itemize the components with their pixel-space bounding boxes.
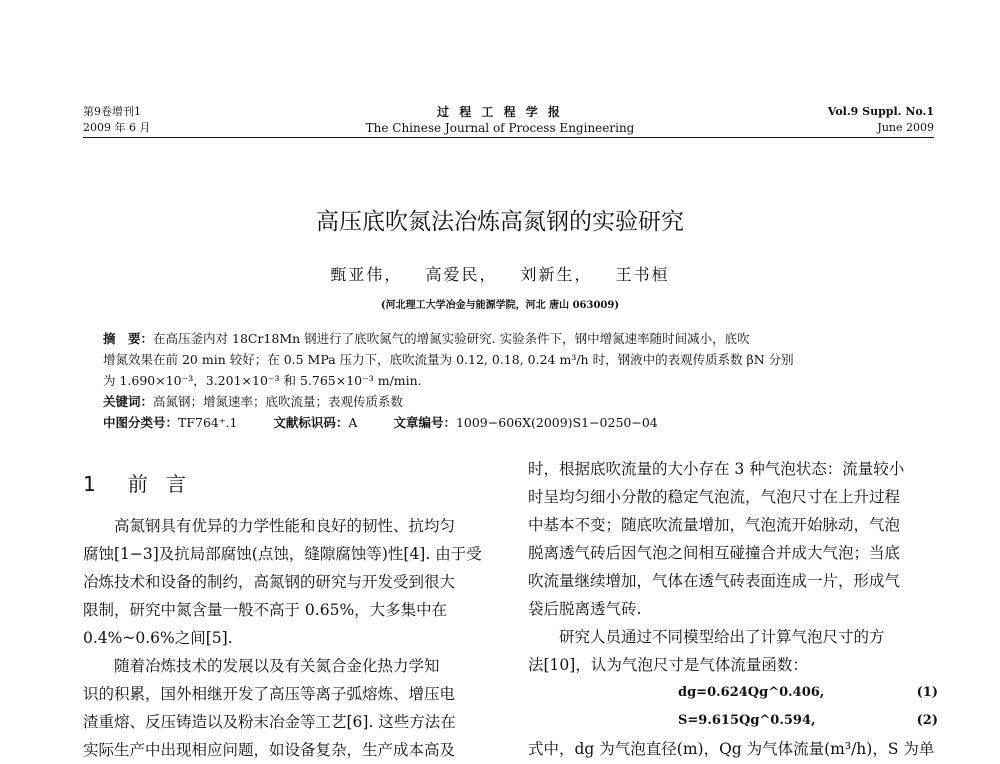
clc-value: TF764⁺.1: [178, 415, 238, 430]
body-line: 渣重熔、反压铸造以及粉末冶金等工艺[6]. 这些方法在: [83, 713, 456, 731]
keywords-label: 关键词：: [103, 394, 154, 409]
author-name: 甄亚伟，: [330, 265, 403, 284]
paper-title: 高压底吹氮法冶炼高氮钢的实验研究: [316, 209, 684, 235]
abstract-label: 摘 要：: [103, 331, 154, 346]
doc-code-value: A: [348, 415, 358, 430]
body-line: 式中，dg 为气泡直径(m)，Qg 为气体流量(m³/h)，S 为单: [528, 740, 935, 758]
body-line: 研究人员通过不同模型给出了计算气泡尺寸的方: [559, 628, 885, 646]
body-line: 中基本不变；随底吹流量增加，气泡流开始脉动，气泡: [528, 516, 901, 534]
author-name: 王书桓: [615, 265, 670, 284]
running-header-right: [828, 104, 934, 136]
author-name: 刘新生，: [520, 265, 593, 284]
journal-name-cn: 过 程 工 程 学 报: [437, 105, 563, 119]
body-line: 实际生产中出现相应问题，如设备复杂，生产成本高及: [83, 741, 456, 759]
body-line: 随着冶炼技术的发展以及有关氮合金化热力学知: [114, 657, 440, 675]
body-line: 脱离透气砖后因气泡之间相互碰撞合并成大气泡；当底: [528, 544, 901, 562]
article-number-label: 文章编号：: [393, 415, 456, 430]
body-line: 时，根据底吹流量的大小存在 3 种气泡状态：流量较小: [528, 460, 905, 478]
doc-code-label: 文献标识码：: [273, 415, 349, 430]
equation-1: [528, 679, 938, 707]
body-line: 腐蚀[1−3]及抗局部腐蚀(点蚀，缝隙腐蚀等)性[4]. 由于受: [83, 545, 482, 563]
journal-name-en: The Chinese Journal of Process Engineering: [365, 121, 635, 135]
left-column: [83, 462, 491, 764]
body-line: 识的积累，国外相继开发了高压等离子弧熔炼、增压电: [83, 685, 456, 703]
equation-text: S=9.615Qg^0.594,: [678, 713, 816, 728]
body-line: 高氮钢具有优异的力学性能和良好的韧性、抗均匀: [114, 517, 456, 535]
keywords-line: [103, 391, 903, 412]
publication-date: 2009 年 6 月: [83, 121, 151, 134]
abstract-line: 为 1.690×10⁻³，3.201×10⁻³ 和 5.765×10⁻³ m/min.: [103, 373, 422, 388]
equation-text: dg=0.624Qg^0.406,: [678, 685, 825, 700]
body-line: 冶炼技术和设备的制约，高氮钢的研究与开发受到很大: [83, 573, 456, 591]
body-line: 吹流量继续增加，气体在透气砖表面连成一片，形成气: [528, 572, 901, 590]
body-line: 时呈均匀细小分散的稳定气泡流，气泡尺寸在上升过程: [528, 488, 901, 506]
body-line: 袋后脱离透气砖.: [528, 600, 642, 618]
author-name: 高爱民，: [425, 265, 498, 284]
affiliation: (河北理工大学冶金与能源学院，河北 唐山 063009): [380, 300, 620, 311]
body-line: 0.4%~0.6%之间[5].: [83, 629, 233, 647]
publication-date-en: June 2009: [877, 121, 934, 134]
equation-number: (2): [916, 713, 938, 728]
equation-number: (1): [916, 685, 938, 700]
abstract-text: 在高压釜内对 18Cr18Mn 钢进行了底吹氮气的增氮实验研究. 实验条件下，钢中增氮速率随时间减小，底吹: [153, 331, 750, 346]
equation-2: [528, 707, 938, 735]
abstract-line: [103, 328, 903, 349]
volume-issue-en: Vol.9 Suppl. No.1: [827, 105, 934, 118]
abstract-line: 增氮效果在前 20 min 较好；在 0.5 MPa 压力下，底吹流量为 0.12, 0.18, 0.24 m³/h 时，钢液中的表观传质系数 βN 分别: [103, 352, 794, 367]
right-column: [528, 455, 938, 763]
header-rule: [83, 137, 934, 138]
volume-issue: 第9卷增刊1: [83, 105, 141, 118]
section-heading: 1 前 言: [83, 472, 193, 496]
article-number-value: 1009−606X(2009)S1−0250−04: [455, 415, 658, 430]
classification-line: [103, 412, 903, 433]
keywords-text: 高氮钢；增氮速率；底吹流量；表观传质系数: [153, 394, 404, 409]
clc-label: 中图分类号：: [103, 415, 179, 430]
body-line: 法[10]，认为气泡尺寸是气体流量函数：: [528, 656, 808, 674]
abstract-block: [103, 328, 903, 433]
body-line: 限制，研究中氮含量一般不高于 0.65%，大多集中在: [83, 601, 448, 619]
author-list: [0, 262, 1000, 285]
